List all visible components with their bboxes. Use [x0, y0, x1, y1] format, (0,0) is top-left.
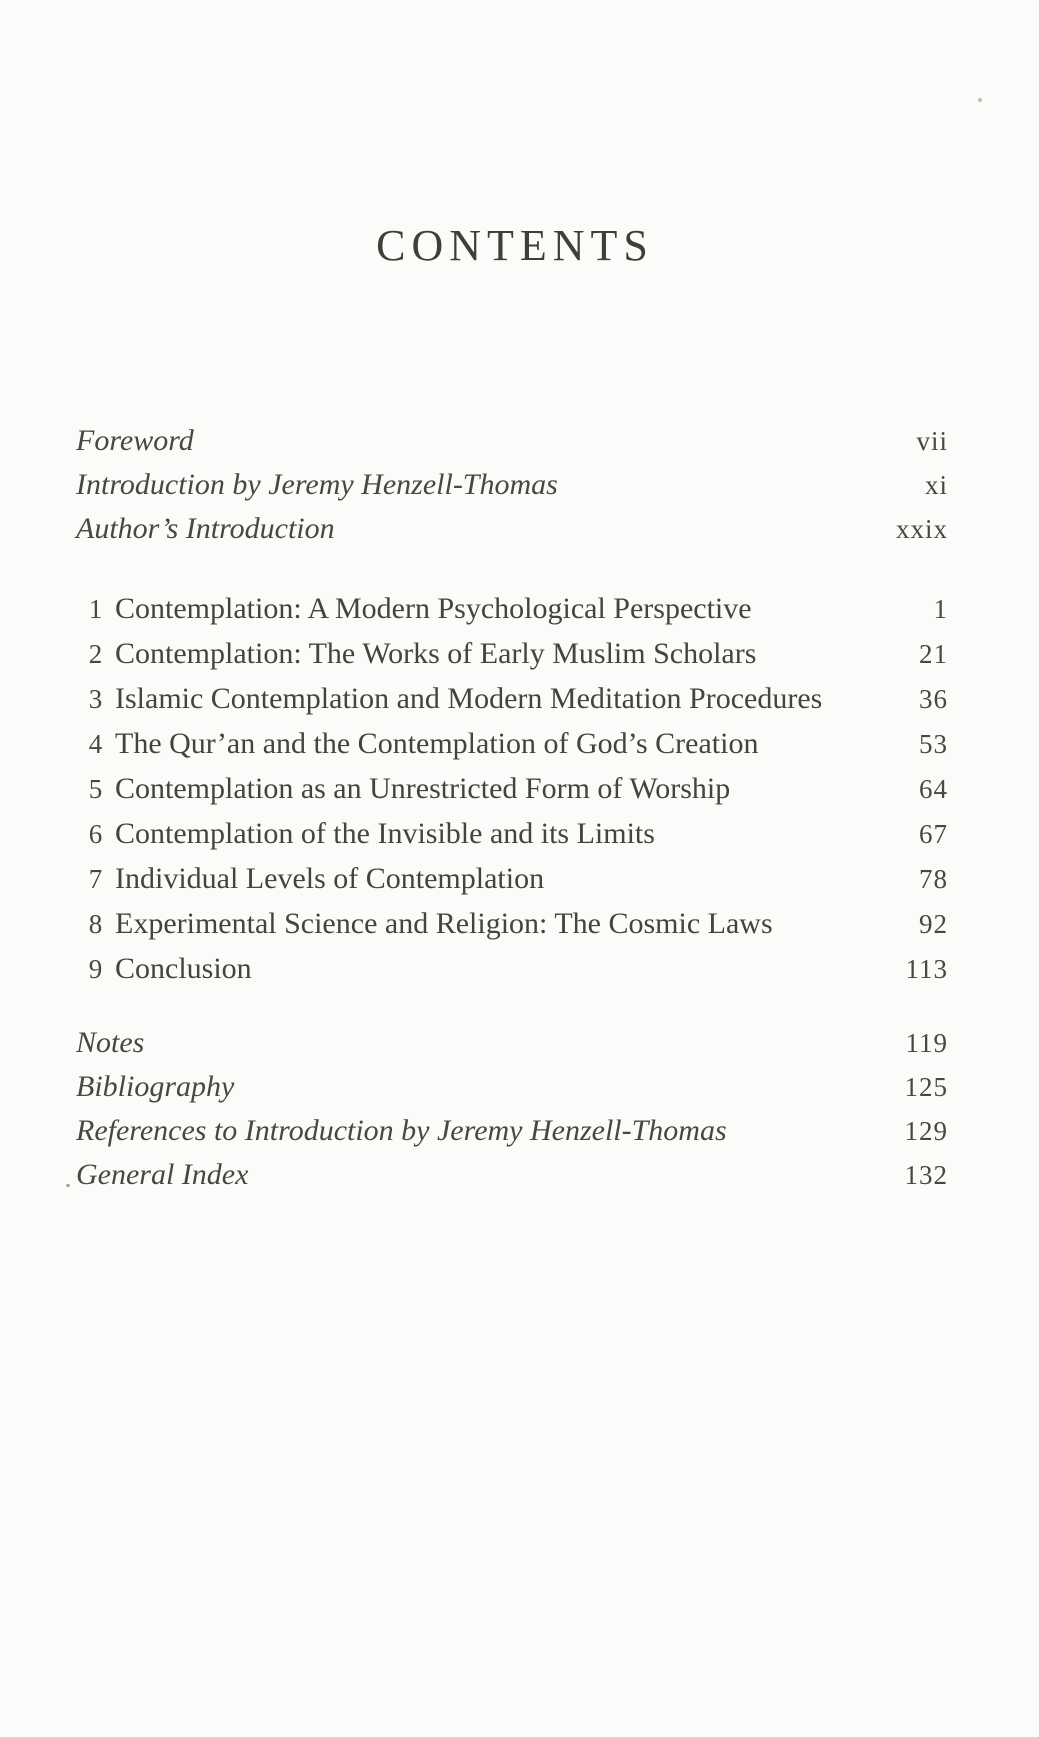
- toc-entry-page: 21: [919, 639, 948, 669]
- page-title: CONTENTS: [376, 221, 654, 270]
- toc-entry-page: xi: [924, 470, 948, 500]
- chapter-title: Contemplation: A Modern Psychological Perspective: [115, 592, 752, 625]
- toc-entry-label: Bibliography: [76, 1070, 235, 1103]
- toc-entry-page: 125: [904, 1072, 948, 1102]
- toc-row: [76, 772, 948, 817]
- toc-row: [76, 1026, 948, 1070]
- chapter-title: Contemplation of the Invisible and its Limits: [115, 817, 655, 850]
- toc-entry-label: General Index: [76, 1158, 249, 1191]
- toc-row: [76, 424, 948, 468]
- toc-entry-page: 64: [919, 774, 948, 804]
- toc-entry-page: 119: [905, 1028, 948, 1058]
- toc-entry-page: 53: [919, 729, 948, 759]
- chapter-title: Islamic Contemplation and Modern Meditation Procedures: [115, 682, 823, 715]
- chapter-number: 8: [88, 909, 103, 939]
- toc-row: [76, 1158, 948, 1202]
- toc-row: [76, 468, 948, 512]
- toc-row: [76, 1070, 948, 1114]
- toc-row: [76, 727, 948, 772]
- chapter-number: 7: [88, 864, 103, 894]
- toc-row: [76, 907, 948, 952]
- front-matter-section: [76, 424, 948, 556]
- toc-entry-page: 92: [919, 909, 948, 939]
- toc-entry-page: 113: [905, 954, 948, 984]
- toc-entry-label: References to Introduction by Jeremy Henzell-Thomas: [76, 1114, 727, 1147]
- toc-entry-label: Introduction by Jeremy Henzell-Thomas: [76, 468, 558, 501]
- toc-entry-page: 129: [904, 1116, 948, 1146]
- chapter-number: 6: [88, 819, 103, 849]
- toc-row: [76, 682, 948, 727]
- toc-row: [76, 512, 948, 556]
- scan-artifact-speck: [66, 1184, 70, 1187]
- chapter-number: 3: [88, 684, 103, 714]
- toc-entry-page: vii: [916, 426, 948, 456]
- toc-row: [76, 952, 948, 997]
- toc-row: [76, 637, 948, 682]
- toc-entry-page: 132: [904, 1160, 948, 1190]
- chapter-number: 9: [88, 954, 103, 984]
- toc-entry-page: 36: [919, 684, 948, 714]
- toc-entry-page: xxix: [895, 514, 948, 544]
- chapter-title: Conclusion: [115, 952, 252, 985]
- toc-entry-label: Author’s Introduction: [76, 512, 335, 545]
- toc-row: [76, 862, 948, 907]
- toc-entry-page: 67: [919, 819, 948, 849]
- toc-row: [76, 817, 948, 862]
- toc-entry-page: 1: [933, 594, 948, 624]
- toc-entry-label: Notes: [76, 1026, 145, 1059]
- chapter-title: Individual Levels of Contemplation: [115, 862, 545, 895]
- chapter-title: The Qur’an and the Contemplation of God’s Creation: [115, 727, 759, 760]
- chapter-number: 4: [88, 729, 103, 759]
- chapter-number: 1: [88, 594, 103, 624]
- toc-entry-label: Foreword: [76, 424, 194, 457]
- chapter-number: 2: [88, 639, 103, 669]
- chapter-title: Experimental Science and Religion: The Cosmic Laws: [115, 907, 773, 940]
- chapter-title: Contemplation: The Works of Early Muslim Scholars: [115, 637, 757, 670]
- toc-entry-page: 78: [919, 864, 948, 894]
- scan-artifact-speck: [978, 98, 982, 102]
- chapter-title: Contemplation as an Unrestricted Form of Worship: [115, 772, 731, 805]
- chapter-list-section: [76, 592, 948, 997]
- toc-row: [76, 1114, 948, 1158]
- chapter-number: 5: [88, 774, 103, 804]
- back-matter-section: [76, 1026, 948, 1202]
- toc-row: [76, 592, 948, 637]
